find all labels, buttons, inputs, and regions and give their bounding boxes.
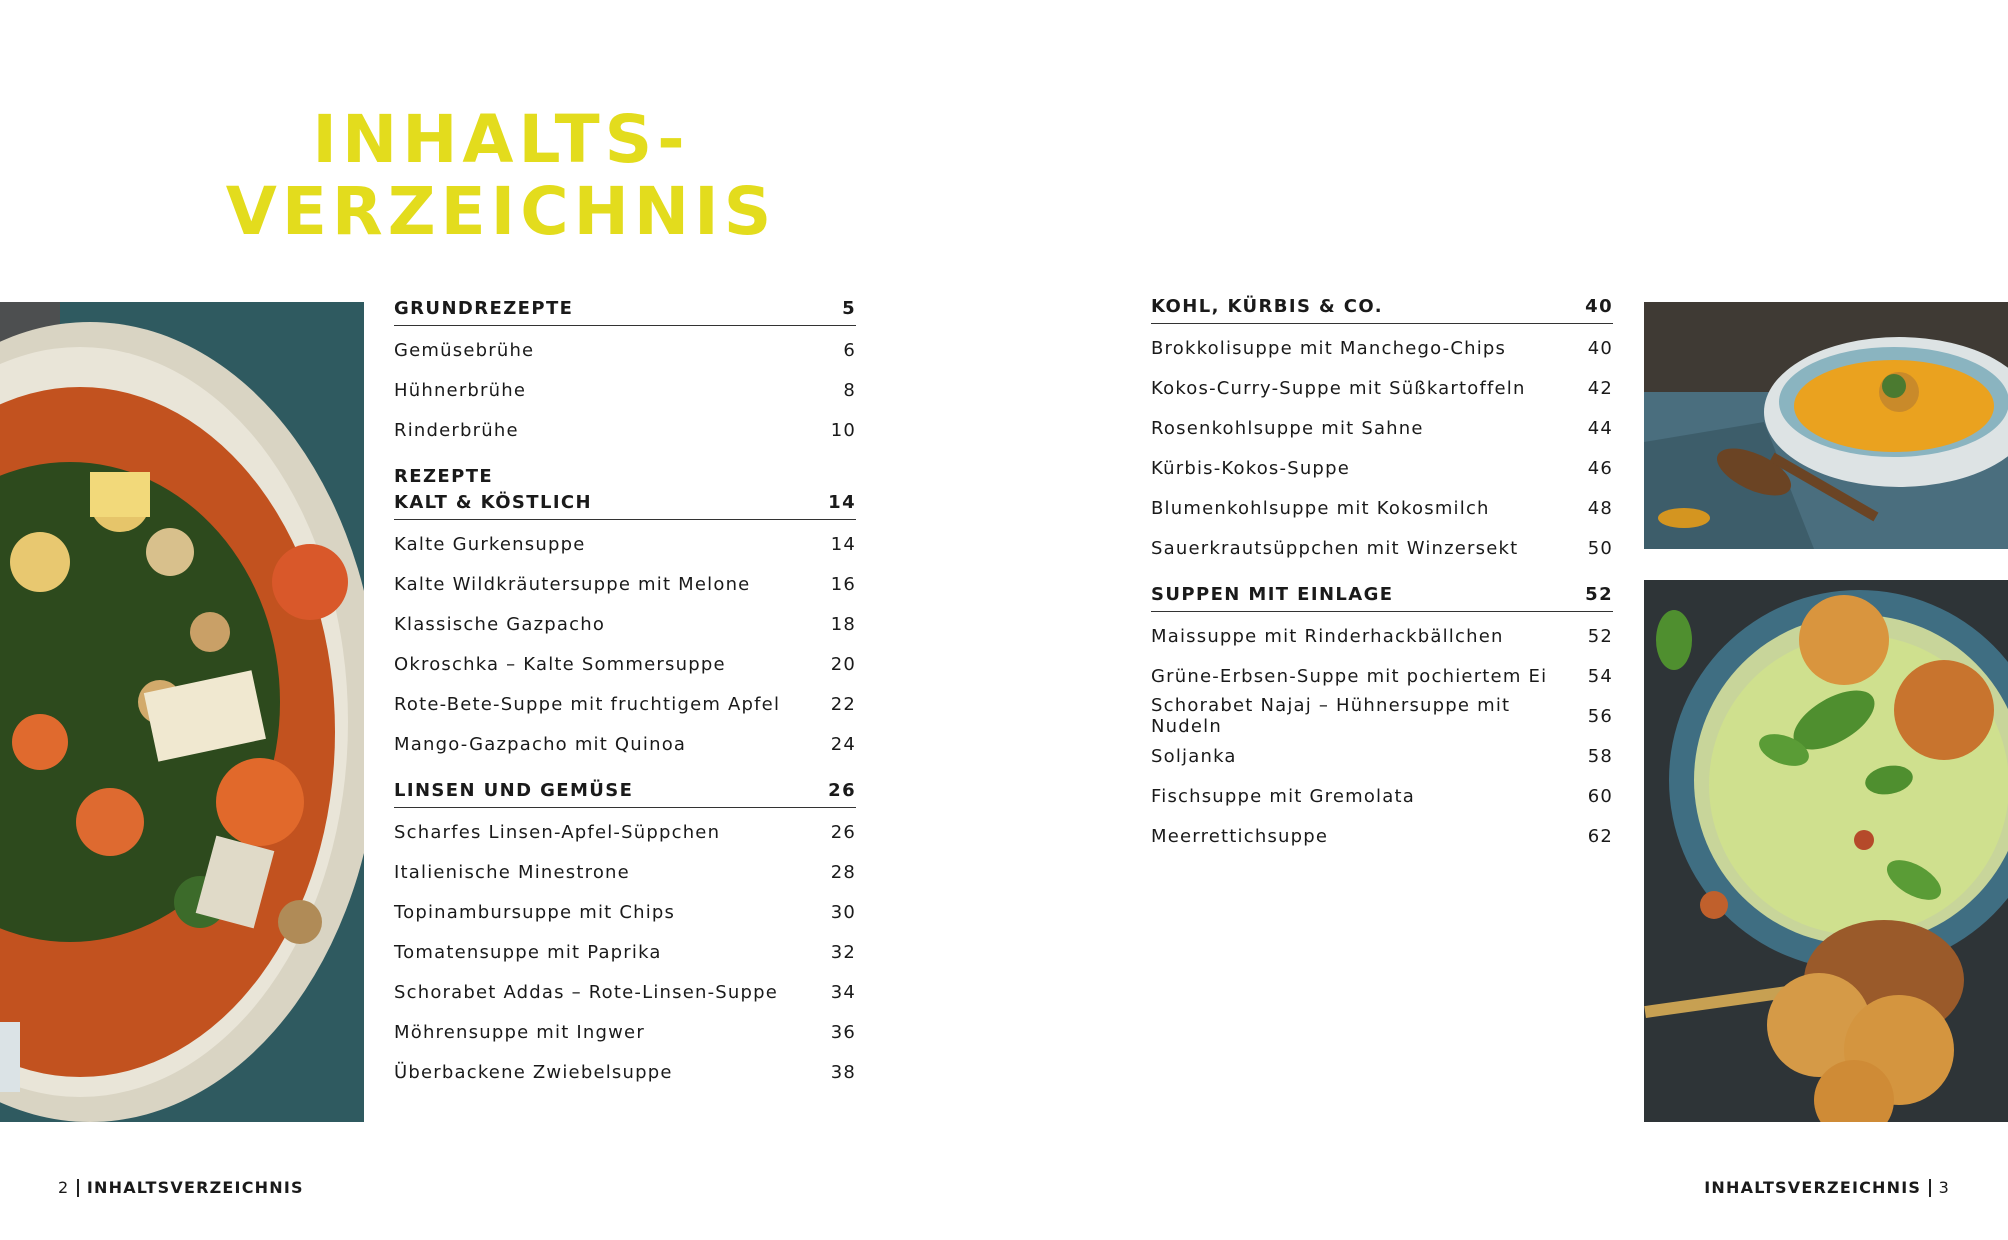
footer-left (58, 1178, 304, 1197)
toc-entry[interactable] (394, 892, 856, 932)
entry-page-number: 38 (830, 1061, 856, 1083)
entry-title: Okroschka – Kalte Sommersuppe (394, 653, 726, 675)
entry-page-number: 6 (843, 339, 856, 361)
entry-title: Scharfes Linsen-Apfel-Süppchen (394, 821, 721, 843)
toc-entry[interactable] (1151, 656, 1613, 696)
footer-label: INHALTSVERZEICHNIS (1704, 1178, 1922, 1197)
entry-page-number: 20 (830, 653, 856, 675)
entry-page-number: 48 (1587, 497, 1613, 519)
toc-entry[interactable] (394, 812, 856, 852)
toc-entry[interactable] (394, 330, 856, 370)
pumpkin-soup-photo (1644, 302, 2008, 549)
toc-entry[interactable] (1151, 448, 1613, 488)
entry-page-number: 18 (830, 613, 856, 635)
entry-title: Kalte Gurkensuppe (394, 533, 586, 555)
entry-page-number: 34 (830, 981, 856, 1003)
entry-title: Kokos-Curry-Suppe mit Süßkartoffeln (1151, 377, 1526, 399)
toc-entry[interactable] (1151, 328, 1613, 368)
toc-entry[interactable] (394, 1012, 856, 1052)
footer-divider (77, 1179, 79, 1197)
toc-entry[interactable] (1151, 528, 1613, 568)
footer-label: INHALTSVERZEICHNIS (86, 1178, 304, 1197)
toc-entry[interactable] (394, 410, 856, 450)
entry-title: Rosenkohlsuppe mit Sahne (1151, 417, 1424, 439)
entry-list (1151, 612, 1613, 856)
entry-page-number: 62 (1587, 825, 1613, 847)
entry-title: Gemüsebrühe (394, 339, 535, 361)
section-heading (1151, 294, 1613, 324)
entry-title: Italienische Minestrone (394, 861, 630, 883)
toc-right-column (1151, 294, 1613, 870)
entry-page-number: 22 (830, 693, 856, 715)
toc-entry[interactable] (1151, 776, 1613, 816)
entry-title: Soljanka (1151, 745, 1237, 767)
toc-entry[interactable] (1151, 368, 1613, 408)
entry-list (394, 808, 856, 1092)
toc-left-column (394, 296, 856, 1106)
vegetable-soup-photo (0, 302, 364, 1122)
entry-title: Meerrettichsuppe (1151, 825, 1329, 847)
section-heading-title (1151, 294, 1383, 320)
toc-entry[interactable] (394, 684, 856, 724)
toc-entry[interactable] (394, 604, 856, 644)
section-heading-title (394, 778, 633, 804)
entry-page-number: 52 (1587, 625, 1613, 647)
section-page-number: 14 (828, 492, 856, 513)
entry-title: Möhrensuppe mit Ingwer (394, 1021, 645, 1043)
entry-title: Schorabet Addas – Rote-Linsen-Suppe (394, 981, 779, 1003)
entry-title: Hühnerbrühe (394, 379, 527, 401)
entry-page-number: 58 (1587, 745, 1613, 767)
toc-entry[interactable] (1151, 616, 1613, 656)
entry-page-number: 32 (830, 941, 856, 963)
toc-entry[interactable] (1151, 696, 1613, 736)
toc-entry[interactable] (394, 932, 856, 972)
toc-entry[interactable] (394, 1052, 856, 1092)
entry-title: Maissuppe mit Rinderhackbällchen (1151, 625, 1504, 647)
entry-title: Klassische Gazpacho (394, 613, 606, 635)
entry-page-number: 30 (830, 901, 856, 923)
toc-entry[interactable] (1151, 736, 1613, 776)
section-page-number: 5 (842, 298, 856, 319)
section-page-number: 40 (1585, 296, 1613, 317)
entry-page-number: 54 (1587, 665, 1613, 687)
entry-page-number: 16 (830, 573, 856, 595)
entry-title: Brokkolisuppe mit Manchego-Chips (1151, 337, 1507, 359)
section-heading-line: SUPPEN MIT EINLAGE (1151, 584, 1394, 605)
toc-entry[interactable] (394, 972, 856, 1012)
entry-page-number: 44 (1587, 417, 1613, 439)
entry-title: Rote-Bete-Suppe mit fruchtigem Apfel (394, 693, 781, 715)
section-heading-title (1151, 582, 1393, 608)
entry-page-number: 56 (1587, 705, 1613, 727)
entry-title: Topinambursuppe mit Chips (394, 901, 676, 923)
toc-section (394, 778, 856, 1092)
footer-right (1704, 1178, 1950, 1197)
section-heading-line: REZEPTE (394, 466, 494, 487)
page-number: 3 (1938, 1178, 1950, 1197)
page-number: 2 (58, 1178, 70, 1197)
entry-list (1151, 324, 1613, 568)
toc-entry[interactable] (394, 644, 856, 684)
entry-title: Kürbis-Kokos-Suppe (1151, 457, 1350, 479)
toc-entry[interactable] (394, 524, 856, 564)
toc-section (394, 296, 856, 450)
section-heading-line: KALT & KÖSTLICH (394, 492, 593, 513)
entry-title: Fischsuppe mit Gremolata (1151, 785, 1415, 807)
entry-title: Mango-Gazpacho mit Quinoa (394, 733, 687, 755)
entry-title: Sauerkrautsüppchen mit Winzersekt (1151, 537, 1519, 559)
toc-entry[interactable] (394, 852, 856, 892)
page-title-line-1: INHALTS- (312, 101, 690, 178)
toc-entry[interactable] (1151, 408, 1613, 448)
page-title (0, 101, 1002, 250)
entry-page-number: 36 (830, 1021, 856, 1043)
entry-page-number: 8 (843, 379, 856, 401)
entry-title: Kalte Wildkräutersuppe mit Melone (394, 573, 751, 595)
entry-title: Überbackene Zwiebelsuppe (394, 1061, 673, 1083)
entry-title: Grüne-Erbsen-Suppe mit pochiertem Ei (1151, 665, 1548, 687)
entry-title: Tomatensuppe mit Paprika (394, 941, 662, 963)
section-heading (394, 464, 856, 520)
entry-page-number: 24 (830, 733, 856, 755)
page-title-line-2: VERZEICHNIS (225, 173, 777, 250)
pea-soup-photo (1644, 580, 2008, 1122)
entry-page-number: 40 (1587, 337, 1613, 359)
entry-page-number: 42 (1587, 377, 1613, 399)
section-heading (1151, 582, 1613, 612)
toc-entry[interactable] (394, 370, 856, 410)
entry-title: Rinderbrühe (394, 419, 519, 441)
entry-page-number: 60 (1587, 785, 1613, 807)
section-heading-title (394, 464, 592, 516)
entry-page-number: 46 (1587, 457, 1613, 479)
toc-entry[interactable] (394, 564, 856, 604)
entry-page-number: 10 (830, 419, 856, 441)
entry-page-number: 28 (830, 861, 856, 883)
entry-title: Blumenkohlsuppe mit Kokosmilch (1151, 497, 1490, 519)
section-heading (394, 296, 856, 326)
entry-page-number: 14 (830, 533, 856, 555)
section-heading-line: GRUNDREZEPTE (394, 298, 574, 319)
entry-title: Schorabet Najaj – Hühnersuppe mit Nudeln (1151, 695, 1511, 737)
section-page-number: 52 (1585, 584, 1613, 605)
entry-list (394, 520, 856, 764)
toc-section (1151, 294, 1613, 568)
entry-page-number: 26 (830, 821, 856, 843)
toc-entry[interactable] (394, 724, 856, 764)
footer-divider (1929, 1179, 1931, 1197)
toc-entry[interactable] (1151, 488, 1613, 528)
section-page-number: 26 (828, 780, 856, 801)
section-heading-title (394, 296, 573, 322)
toc-section (1151, 582, 1613, 856)
toc-entry[interactable] (1151, 816, 1613, 856)
toc-section (394, 464, 856, 764)
section-heading (394, 778, 856, 808)
section-heading-line: KOHL, KÜRBIS & CO. (1151, 296, 1383, 317)
entry-page-number: 50 (1587, 537, 1613, 559)
entry-list (394, 326, 856, 450)
section-heading-line: LINSEN UND GEMÜSE (394, 780, 634, 801)
